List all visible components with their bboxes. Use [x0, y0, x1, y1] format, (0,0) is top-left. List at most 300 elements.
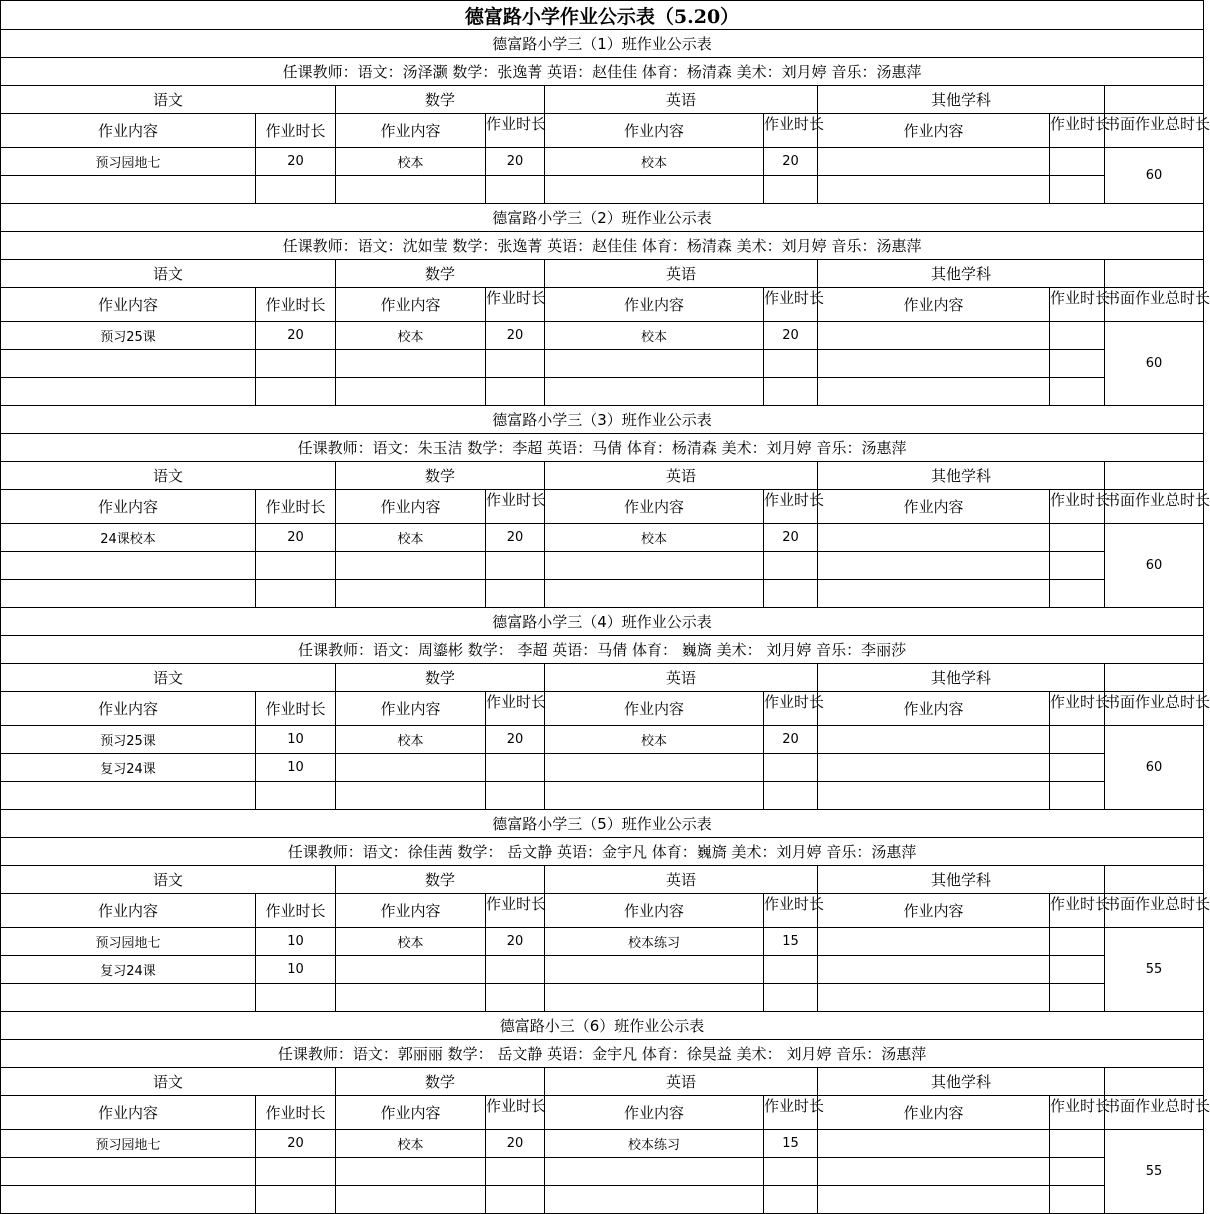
content-cell	[545, 552, 764, 580]
class-title-row	[1, 30, 1204, 58]
table-row	[1, 378, 1204, 406]
content-cell: 预习园地七	[1, 1130, 256, 1158]
subject-header-row	[1, 866, 1204, 894]
duration-cell	[764, 984, 818, 1012]
total-header	[1105, 288, 1210, 322]
content-cell	[818, 552, 1050, 580]
total-duration-cell: 55	[1105, 1130, 1204, 1214]
content-header: 作业内容	[1, 114, 256, 148]
total-duration-cell: 55	[1105, 928, 1204, 1012]
table-row	[1, 754, 1204, 782]
total-header-text: 书面作业总时长	[1105, 114, 1210, 133]
duration-cell	[764, 350, 818, 378]
subject-english: 英语	[545, 1068, 818, 1096]
subject-chinese: 语文	[1, 866, 336, 894]
content-header: 作业内容	[336, 288, 486, 322]
teachers-row	[1, 58, 1204, 86]
content-cell	[818, 726, 1050, 754]
duration-header-text: 作业时长	[486, 490, 547, 509]
content-cell	[336, 956, 486, 984]
table-row	[1, 580, 1204, 608]
duration-cell: 20	[486, 524, 545, 552]
content-cell	[818, 984, 1050, 1012]
teachers-line: 任课教师：语文：周鎏彬 数学： 李超 英语：马倩 体育： 巍旖 美术： 刘月婷 音乐：李丽莎	[1, 636, 1204, 664]
subject-blank	[1105, 1068, 1204, 1096]
content-cell: 校本	[336, 524, 486, 552]
content-cell	[1, 350, 256, 378]
total-header	[1105, 692, 1210, 726]
subject-header-row	[1, 462, 1204, 490]
class-title: 德富路小学三（1）班作业公示表	[1, 30, 1204, 58]
content-cell	[336, 552, 486, 580]
subject-other: 其他学科	[818, 866, 1105, 894]
class-title: 德富路小学三（4）班作业公示表	[1, 608, 1204, 636]
duration-cell	[764, 378, 818, 406]
subject-blank	[1105, 664, 1204, 692]
subject-chinese: 语文	[1, 462, 336, 490]
content-cell: 校本练习	[545, 928, 764, 956]
content-header: 作业内容	[818, 490, 1050, 524]
total-duration-cell: 60	[1105, 148, 1204, 204]
total-header-text: 书面作业总时长	[1105, 692, 1210, 711]
content-header: 作业内容	[336, 490, 486, 524]
content-header: 作业内容	[1, 490, 256, 524]
subject-other: 其他学科	[818, 260, 1105, 288]
content-header: 作业内容	[818, 114, 1050, 148]
class-title: 德富路小学三（3）班作业公示表	[1, 406, 1204, 434]
table-row	[1, 524, 1204, 552]
duration-cell: 20	[256, 148, 336, 176]
duration-cell	[1050, 378, 1105, 406]
content-cell	[1, 782, 256, 810]
duration-header-text: 作业时长	[1050, 288, 1111, 307]
table-row	[1, 1186, 1204, 1214]
content-cell	[545, 782, 764, 810]
content-cell	[545, 378, 764, 406]
content-cell	[818, 928, 1050, 956]
duration-cell	[764, 956, 818, 984]
column-header-row	[1, 1096, 1204, 1130]
duration-cell: 20	[486, 1130, 545, 1158]
content-cell: 预习园地七	[1, 928, 256, 956]
content-cell	[336, 580, 486, 608]
total-header-text: 书面作业总时长	[1105, 1096, 1210, 1115]
duration-header	[486, 692, 545, 726]
content-cell	[1, 378, 256, 406]
content-cell	[818, 322, 1050, 350]
content-cell	[1, 176, 256, 204]
subject-blank	[1105, 86, 1204, 114]
content-cell: 校本	[336, 322, 486, 350]
content-cell: 校本	[545, 524, 764, 552]
duration-header	[486, 894, 545, 928]
content-header: 作业内容	[545, 692, 764, 726]
content-cell	[818, 1130, 1050, 1158]
content-cell	[545, 984, 764, 1012]
duration-cell: 10	[256, 956, 336, 984]
duration-header-text: 作业时长	[1050, 114, 1111, 133]
content-header: 作业内容	[1, 894, 256, 928]
subject-chinese: 语文	[1, 1068, 336, 1096]
subject-chinese: 语文	[1, 260, 336, 288]
total-duration-cell: 60	[1105, 524, 1204, 608]
subject-other: 其他学科	[818, 664, 1105, 692]
subject-other: 其他学科	[818, 462, 1105, 490]
table-row	[1, 1158, 1204, 1186]
duration-header	[1050, 894, 1111, 928]
subject-math: 数学	[336, 866, 545, 894]
class-title: 德富路小学三（5）班作业公示表	[1, 810, 1204, 838]
subject-math: 数学	[336, 462, 545, 490]
content-cell	[336, 754, 486, 782]
content-cell: 校本	[545, 148, 764, 176]
duration-header: 作业时长	[256, 692, 336, 726]
duration-cell: 20	[256, 524, 336, 552]
content-cell: 校本	[336, 148, 486, 176]
duration-cell	[256, 176, 336, 204]
duration-header	[764, 490, 825, 524]
duration-cell: 10	[256, 928, 336, 956]
table-row	[1, 350, 1204, 378]
duration-header	[1050, 288, 1111, 322]
duration-cell	[256, 350, 336, 378]
duration-header-text: 作业时长	[1050, 1096, 1111, 1115]
content-header: 作业内容	[545, 288, 764, 322]
teachers-line: 任课教师：语文：郭丽丽 数学： 岳文静 英语：金宇凡 体育：徐昊益 美术： 刘月婷 音乐：汤惠萍	[1, 1040, 1204, 1068]
subject-blank	[1105, 462, 1204, 490]
table-row	[1, 726, 1204, 754]
duration-cell	[1050, 322, 1105, 350]
duration-header-text: 作业时长	[1050, 692, 1111, 711]
table-row	[1, 782, 1204, 810]
duration-cell	[764, 176, 818, 204]
content-cell	[818, 378, 1050, 406]
content-cell	[336, 1158, 486, 1186]
table-row	[1, 148, 1204, 176]
duration-cell	[764, 754, 818, 782]
content-cell: 校本练习	[545, 1130, 764, 1158]
duration-header: 作业时长	[256, 1096, 336, 1130]
duration-header	[1050, 692, 1111, 726]
content-cell	[336, 984, 486, 1012]
teachers-row	[1, 838, 1204, 866]
content-header: 作业内容	[1, 288, 256, 322]
duration-cell	[1050, 984, 1105, 1012]
content-cell: 校本	[336, 726, 486, 754]
subject-header-row	[1, 1068, 1204, 1096]
duration-cell	[256, 984, 336, 1012]
duration-header-text: 作业时长	[486, 692, 547, 711]
content-cell	[545, 1158, 764, 1186]
duration-cell	[486, 580, 545, 608]
duration-cell	[1050, 956, 1105, 984]
teachers-line: 任课教师：语文：徐佳茜 数学： 岳文静 英语：金宇凡 体育：巍旖 美术：刘月婷 音乐：汤惠萍	[1, 838, 1204, 866]
teachers-line: 任课教师：语文：朱玉洁 数学：李超 英语：马倩 体育：杨清森 美术：刘月婷 音乐：汤惠萍	[1, 434, 1204, 462]
duration-header	[486, 490, 545, 524]
duration-cell: 15	[764, 1130, 818, 1158]
content-cell: 预习25课	[1, 726, 256, 754]
class-title-row	[1, 406, 1204, 434]
table-row	[1, 956, 1204, 984]
content-header: 作业内容	[818, 894, 1050, 928]
duration-header-text: 作业时长	[486, 1096, 547, 1115]
content-header: 作业内容	[336, 692, 486, 726]
class-title: 德富路小三（6）班作业公示表	[1, 1012, 1204, 1040]
duration-cell	[486, 350, 545, 378]
content-header: 作业内容	[818, 288, 1050, 322]
content-cell	[818, 754, 1050, 782]
table-row	[1, 552, 1204, 580]
content-cell	[818, 956, 1050, 984]
duration-cell	[256, 552, 336, 580]
duration-cell: 20	[256, 322, 336, 350]
duration-header	[486, 288, 545, 322]
subject-math: 数学	[336, 1068, 545, 1096]
content-cell	[545, 1186, 764, 1214]
content-cell	[1, 1186, 256, 1214]
duration-cell: 15	[764, 928, 818, 956]
duration-cell	[764, 552, 818, 580]
duration-cell: 20	[764, 524, 818, 552]
table-row	[1, 176, 1204, 204]
content-cell	[545, 956, 764, 984]
duration-cell	[486, 956, 545, 984]
subject-math: 数学	[336, 664, 545, 692]
class-title-row	[1, 204, 1204, 232]
duration-header: 作业时长	[256, 114, 336, 148]
subject-other: 其他学科	[818, 1068, 1105, 1096]
total-header	[1105, 490, 1210, 524]
teachers-row	[1, 1040, 1204, 1068]
column-header-row	[1, 692, 1204, 726]
duration-cell	[1050, 726, 1105, 754]
table-row	[1, 322, 1204, 350]
duration-header-text: 作业时长	[764, 1096, 825, 1115]
content-cell: 校本	[545, 322, 764, 350]
class-title-row	[1, 810, 1204, 838]
duration-header-text: 作业时长	[486, 894, 547, 913]
column-header-row	[1, 894, 1204, 928]
subject-header-row	[1, 664, 1204, 692]
total-header-text: 书面作业总时长	[1105, 894, 1210, 913]
duration-cell: 10	[256, 726, 336, 754]
page-title: 德富路小学作业公示表（5.20）	[1, 1, 1204, 30]
content-cell	[336, 176, 486, 204]
class-title-row	[1, 608, 1204, 636]
duration-cell	[1050, 754, 1105, 782]
teachers-line: 任课教师：语文：汤泽灏 数学：张逸菁 英语：赵佳佳 体育：杨清森 美术：刘月婷 音乐：汤惠萍	[1, 58, 1204, 86]
duration-header	[764, 692, 825, 726]
content-cell	[1, 552, 256, 580]
duration-cell	[764, 580, 818, 608]
subject-other: 其他学科	[818, 86, 1105, 114]
table-row	[1, 1130, 1204, 1158]
teachers-row	[1, 434, 1204, 462]
content-cell: 校本	[545, 726, 764, 754]
content-cell	[818, 176, 1050, 204]
duration-cell	[1050, 928, 1105, 956]
table-row	[1, 984, 1204, 1012]
duration-cell	[1050, 552, 1105, 580]
content-cell	[336, 350, 486, 378]
duration-header	[486, 1096, 545, 1130]
content-cell	[1, 580, 256, 608]
duration-cell	[1050, 148, 1105, 176]
duration-header	[764, 894, 825, 928]
duration-cell	[486, 1158, 545, 1186]
duration-header	[764, 288, 825, 322]
duration-header-text: 作业时长	[764, 114, 825, 133]
subject-blank	[1105, 260, 1204, 288]
total-header	[1105, 114, 1210, 148]
content-cell	[336, 782, 486, 810]
content-header: 作业内容	[336, 894, 486, 928]
content-cell: 校本	[336, 1130, 486, 1158]
subject-blank	[1105, 866, 1204, 894]
content-cell: 预习园地七	[1, 148, 256, 176]
duration-cell	[486, 552, 545, 580]
duration-cell: 20	[764, 726, 818, 754]
content-cell	[1, 984, 256, 1012]
duration-header	[1050, 1096, 1111, 1130]
content-cell	[818, 350, 1050, 378]
teachers-line: 任课教师：语文：沈如莹 数学：张逸菁 英语：赵佳佳 体育：杨清森 美术：刘月婷 音乐：汤惠萍	[1, 232, 1204, 260]
content-header: 作业内容	[545, 114, 764, 148]
subject-math: 数学	[336, 86, 545, 114]
duration-cell	[256, 782, 336, 810]
duration-cell: 20	[486, 322, 545, 350]
duration-cell	[1050, 1186, 1105, 1214]
content-cell	[1, 1158, 256, 1186]
duration-cell	[256, 378, 336, 406]
column-header-row	[1, 490, 1204, 524]
content-cell: 校本	[336, 928, 486, 956]
duration-cell: 10	[256, 754, 336, 782]
class-title-row	[1, 1012, 1204, 1040]
content-cell: 复习24课	[1, 956, 256, 984]
duration-cell	[256, 1186, 336, 1214]
content-cell: 24课校本	[1, 524, 256, 552]
content-cell	[818, 148, 1050, 176]
content-cell	[818, 782, 1050, 810]
duration-cell: 20	[764, 148, 818, 176]
subject-english: 英语	[545, 462, 818, 490]
total-header	[1105, 894, 1210, 928]
duration-cell	[486, 1186, 545, 1214]
teachers-row	[1, 636, 1204, 664]
table-row	[1, 928, 1204, 956]
duration-cell: 20	[256, 1130, 336, 1158]
duration-cell	[1050, 580, 1105, 608]
subject-english: 英语	[545, 86, 818, 114]
content-header: 作业内容	[1, 692, 256, 726]
duration-cell	[486, 754, 545, 782]
duration-header-text: 作业时长	[764, 894, 825, 913]
duration-cell	[256, 1158, 336, 1186]
content-cell	[545, 754, 764, 782]
content-header: 作业内容	[545, 1096, 764, 1130]
duration-header-text: 作业时长	[764, 288, 825, 307]
duration-cell	[486, 782, 545, 810]
duration-header	[764, 1096, 825, 1130]
duration-cell: 20	[764, 322, 818, 350]
subject-chinese: 语文	[1, 664, 336, 692]
duration-header	[486, 114, 545, 148]
duration-cell	[764, 1158, 818, 1186]
duration-cell	[486, 984, 545, 1012]
content-cell	[545, 580, 764, 608]
duration-header: 作业时长	[256, 894, 336, 928]
content-cell	[545, 176, 764, 204]
duration-header	[764, 114, 825, 148]
class-title: 德富路小学三（2）班作业公示表	[1, 204, 1204, 232]
content-cell	[818, 580, 1050, 608]
content-cell	[818, 1186, 1050, 1214]
duration-cell: 20	[486, 726, 545, 754]
content-header: 作业内容	[818, 692, 1050, 726]
total-header-text: 书面作业总时长	[1105, 288, 1210, 307]
content-header: 作业内容	[336, 114, 486, 148]
duration-header: 作业时长	[256, 490, 336, 524]
duration-cell	[256, 580, 336, 608]
duration-cell	[1050, 1158, 1105, 1186]
duration-cell	[764, 1186, 818, 1214]
content-header: 作业内容	[545, 894, 764, 928]
duration-header-text: 作业时长	[1050, 894, 1111, 913]
content-header: 作业内容	[818, 1096, 1050, 1130]
content-cell	[818, 524, 1050, 552]
content-header: 作业内容	[545, 490, 764, 524]
content-cell: 复习24课	[1, 754, 256, 782]
duration-cell	[1050, 1130, 1105, 1158]
content-cell: 预习25课	[1, 322, 256, 350]
duration-cell	[486, 176, 545, 204]
duration-header	[1050, 114, 1111, 148]
duration-cell	[764, 782, 818, 810]
content-cell	[818, 1158, 1050, 1186]
subject-header-row	[1, 86, 1204, 114]
subject-header-row	[1, 260, 1204, 288]
duration-header-text: 作业时长	[764, 692, 825, 711]
total-header-text: 书面作业总时长	[1105, 490, 1210, 509]
teachers-row	[1, 232, 1204, 260]
duration-header	[1050, 490, 1111, 524]
subject-english: 英语	[545, 866, 818, 894]
duration-cell	[1050, 350, 1105, 378]
total-duration-cell: 60	[1105, 322, 1204, 406]
duration-cell	[486, 378, 545, 406]
content-cell	[336, 378, 486, 406]
duration-cell	[1050, 176, 1105, 204]
total-header	[1105, 1096, 1210, 1130]
duration-cell: 20	[486, 148, 545, 176]
duration-header-text: 作业时长	[486, 114, 547, 133]
column-header-row	[1, 288, 1204, 322]
content-cell	[545, 350, 764, 378]
duration-cell	[1050, 782, 1105, 810]
total-duration-cell: 60	[1105, 726, 1204, 810]
duration-header-text: 作业时长	[1050, 490, 1111, 509]
content-header: 作业内容	[1, 1096, 256, 1130]
column-header-row	[1, 114, 1204, 148]
duration-cell: 20	[486, 928, 545, 956]
duration-header: 作业时长	[256, 288, 336, 322]
subject-english: 英语	[545, 664, 818, 692]
subject-math: 数学	[336, 260, 545, 288]
subject-english: 英语	[545, 260, 818, 288]
duration-header-text: 作业时长	[486, 288, 547, 307]
subject-chinese: 语文	[1, 86, 336, 114]
